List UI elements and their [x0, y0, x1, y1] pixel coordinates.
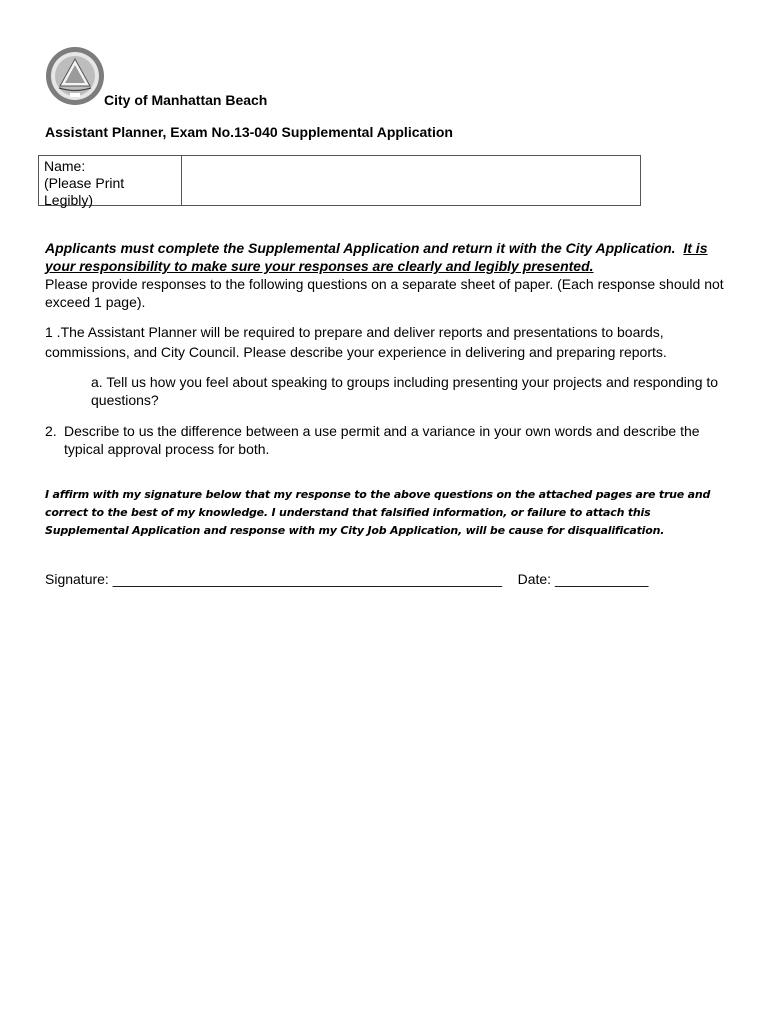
- name-label-hint-2: Legibly): [44, 192, 94, 208]
- instructions-bold: Applicants must complete the Supplemental Application and return it with the City Application.: [45, 240, 676, 256]
- name-label: Name:: [44, 158, 86, 174]
- signature-label: Signature:: [45, 571, 113, 587]
- question-1a: a. Tell us how you feel about speaking to groups including presenting your projects and responding to questions?: [91, 374, 719, 408]
- question-2-number: 2.: [45, 423, 57, 439]
- date-label: Date:: [517, 571, 555, 587]
- page-title: Assistant Planner, Exam No.13-040 Supplemental Application: [45, 124, 453, 140]
- affirmation-text: I affirm with my signature below that my response to the above questions on the attached pages are true and correct to the best of my knowledge. I understand that falsified information, or failure to attach this Supplemental Application and response with my City Job Application, will be cause for disqualification.: [45, 488, 711, 537]
- instructions-underlined: It is your responsibility to make sure your responses are clearly and legibly presented.: [45, 240, 708, 274]
- question-2: [45, 422, 735, 458]
- name-field[interactable]: [182, 156, 640, 205]
- date-line[interactable]: ____________: [554, 571, 649, 587]
- instructions-plain: Please provide responses to the following questions on a separate sheet of paper. (Each response should not exceed 1 page).: [45, 276, 724, 310]
- city-seal-icon: [45, 46, 105, 106]
- signature-row: [45, 571, 648, 587]
- name-label-cell: [39, 156, 182, 208]
- question-1: 1 .The Assistant Planner will be required to prepare and deliver reports and presentations to boards, commissions, and City Council. Please describe your experience in delivering and preparing reports.: [45, 324, 667, 360]
- city-name: City of Manhattan Beach: [104, 92, 268, 108]
- name-label-hint: (Please Print: [44, 175, 125, 191]
- question-2-text: Describe to us the difference between a use permit and a variance in your own words and describe the typical approval process for both.: [64, 423, 700, 457]
- instructions: [45, 239, 735, 311]
- name-table: [38, 155, 641, 206]
- signature-line[interactable]: __________________________________________________: [112, 571, 503, 587]
- city-seal-logo: [45, 46, 105, 106]
